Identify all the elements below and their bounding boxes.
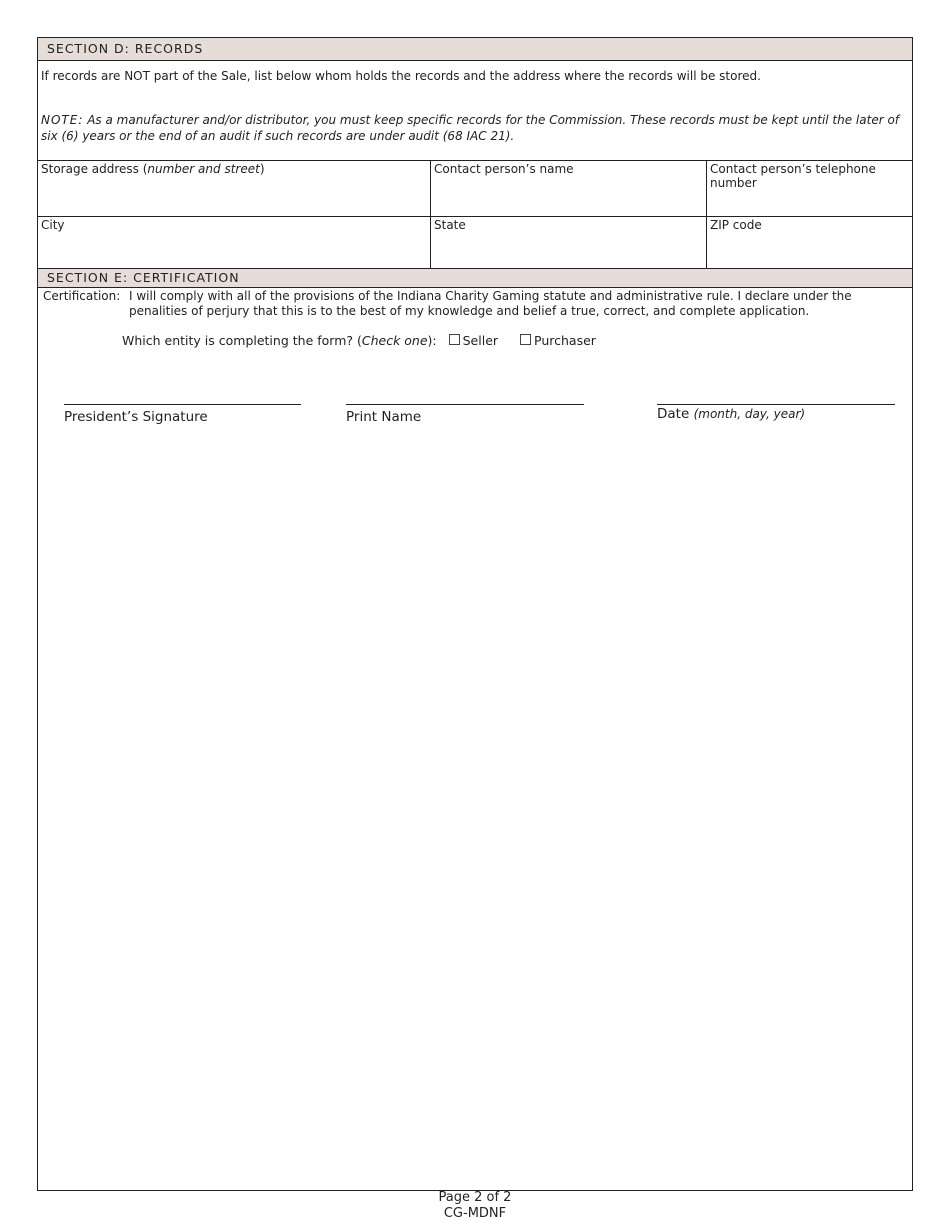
purchaser-label: Purchaser [534, 333, 596, 348]
signature-label: President’s Signature [64, 409, 208, 425]
entity-question-prefix: Which entity is completing the form? ( [122, 333, 362, 348]
note-label: NOTE: [41, 113, 84, 127]
entity-question [122, 333, 596, 348]
state-label: State [434, 218, 466, 232]
zip-field[interactable] [707, 217, 912, 268]
city-field[interactable] [38, 217, 431, 268]
contact-phone-field[interactable] [707, 161, 912, 216]
contact-name-label: Contact person’s name [434, 162, 574, 176]
print-name-field[interactable] [346, 404, 584, 425]
state-field[interactable] [431, 217, 707, 268]
storage-address-field[interactable] [38, 161, 431, 216]
entity-question-suffix: ): [427, 333, 437, 348]
signature-line [64, 404, 301, 405]
seller-checkbox[interactable] [449, 334, 460, 345]
form-frame [37, 37, 913, 1191]
signature-field[interactable] [64, 404, 301, 425]
records-intro: If records are NOT part of the Sale, list below whom holds the records and the address where the records will be stored. [41, 69, 761, 83]
date-hint: (month, day, year) [693, 407, 806, 421]
purchaser-checkbox[interactable] [520, 334, 531, 345]
date-field[interactable] [657, 404, 895, 422]
address-row [38, 160, 912, 217]
contact-name-field[interactable] [431, 161, 707, 216]
note-text: As a manufacturer and/or distributor, you must keep specific records for the Commission. These records must be kept until the later of six (6) years or the end of an audit if such records are under audit (68 IAC 21). [41, 113, 900, 143]
date-line [657, 404, 895, 405]
form-id: CG-MDNF [443, 1206, 507, 1221]
storage-address-hint: number and street [147, 162, 260, 176]
city-row [38, 217, 912, 268]
section-d-header: SECTION D: RECORDS [38, 38, 912, 61]
date-label: Date [657, 406, 690, 422]
certification-text: I will comply with all of the provisions of the Indiana Charity Gaming statute and administrative rule. I declare under the penalities of perjury that this is to the best of my knowledge and belief a true, correct, and complete application. [129, 289, 852, 318]
section-e-header: SECTION E: CERTIFICATION [38, 268, 912, 288]
contact-phone-label: Contact person’s telephone number [710, 162, 876, 190]
city-label: City [41, 218, 65, 232]
zip-label: ZIP code [710, 218, 762, 232]
page-number: Page 2 of 2 [438, 1190, 512, 1205]
storage-address-close: ) [259, 162, 265, 176]
entity-question-hint: Check one [361, 333, 428, 348]
storage-address-label: Storage address ( [41, 162, 148, 176]
print-name-label: Print Name [346, 409, 422, 425]
certification-label: Certification: [43, 289, 121, 303]
print-name-line [346, 404, 584, 405]
seller-label: Seller [462, 333, 499, 348]
date-label-wrap [657, 406, 805, 422]
records-note [41, 112, 907, 144]
